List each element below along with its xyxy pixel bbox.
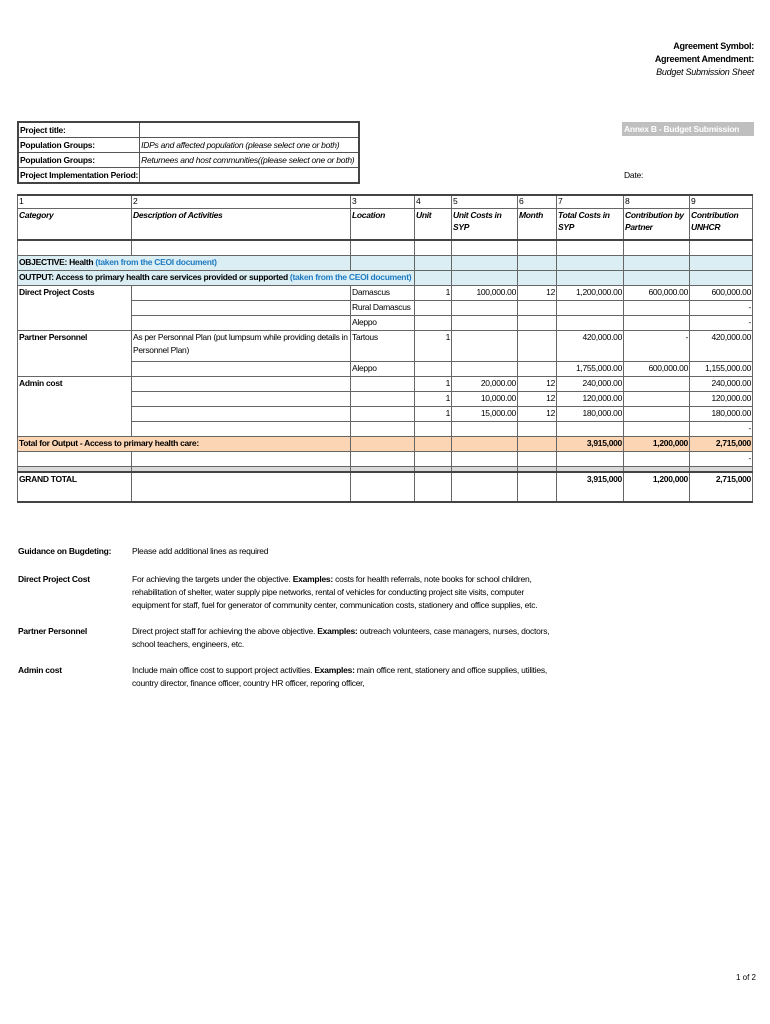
unit-cell[interactable]: 1: [415, 286, 452, 301]
project-title-label: Project title:: [18, 122, 140, 138]
location-cell[interactable]: Aleppo: [351, 362, 415, 377]
total-cost-cell[interactable]: [557, 422, 624, 437]
unit-cost-cell[interactable]: 10,000.00: [452, 392, 518, 407]
total-cost-cell[interactable]: 240,000.00: [557, 377, 624, 392]
header-description: Description of Activities: [132, 209, 351, 241]
total-cost-cell[interactable]: 120,000.00: [557, 392, 624, 407]
unhcr-contribution-cell: -: [690, 452, 753, 467]
column-number: 6: [518, 195, 557, 209]
project-info-row: [18, 168, 359, 184]
column-number: 7: [557, 195, 624, 209]
grand-total-row: [18, 472, 753, 502]
header-unit-costs: Unit Costs in SYP: [452, 209, 518, 241]
category-admin-cost: Admin cost: [18, 377, 132, 437]
objective-note: (taken from the CEOI document): [95, 257, 217, 267]
column-number: 2: [132, 195, 351, 209]
unit-cell[interactable]: 1: [415, 392, 452, 407]
column-number: 4: [415, 195, 452, 209]
guidance-text-pre: For achieving the targets under the objective.: [132, 574, 293, 584]
objective-text: OBJECTIVE: Health: [19, 257, 96, 267]
month-cell[interactable]: [518, 316, 557, 331]
unit-cell[interactable]: 1: [415, 331, 452, 362]
partner-contribution-cell[interactable]: [624, 422, 690, 437]
location-cell[interactable]: Aleppo: [351, 316, 415, 331]
unhcr-contribution-cell[interactable]: 1,155,000.00: [690, 362, 753, 377]
unhcr-contribution-cell[interactable]: 600,000.00: [690, 286, 753, 301]
output-total-row: [18, 437, 753, 452]
project-info-row: [18, 153, 359, 168]
month-cell[interactable]: 12: [518, 392, 557, 407]
month-cell[interactable]: 12: [518, 286, 557, 301]
total-cost-cell[interactable]: [557, 301, 624, 316]
output-text: OUTPUT: Access to primary health care services provided or supported: [19, 272, 290, 282]
partner-contribution-cell[interactable]: -: [624, 331, 690, 362]
population-groups-field[interactable]: Returnees and host communities((please select one or both): [140, 153, 360, 168]
total-cost-cell[interactable]: 1,200,000.00: [557, 286, 624, 301]
unit-cell[interactable]: [415, 422, 452, 437]
column-number: 3: [351, 195, 415, 209]
guidance-label: Admin cost: [18, 665, 62, 675]
partner-contribution-cell[interactable]: [624, 377, 690, 392]
header-contribution-partner: Contribution by Partner: [624, 209, 690, 241]
header-category: Category: [18, 209, 132, 241]
location-cell[interactable]: Tartous: [351, 331, 415, 362]
unit-cost-cell[interactable]: [452, 316, 518, 331]
column-number: 9: [690, 195, 753, 209]
unit-cell[interactable]: [415, 301, 452, 316]
month-cell[interactable]: 12: [518, 407, 557, 422]
output-total-cost: 3,915,000: [557, 437, 624, 452]
guidance-text-post: outreach volunteers, case managers, nurses, doctors, school teachers, engineers, etc.: [132, 626, 550, 649]
unit-cell[interactable]: [415, 362, 452, 377]
unit-cell[interactable]: [415, 316, 452, 331]
guidance-label: Partner Personnel: [18, 626, 87, 636]
project-info-row: [18, 138, 359, 153]
document-header: [655, 40, 754, 79]
population-groups-label: Population Groups:: [18, 138, 140, 153]
location-cell[interactable]: Damascus: [351, 286, 415, 301]
objective-cell: [18, 256, 351, 271]
partner-contribution-cell[interactable]: [624, 392, 690, 407]
month-cell[interactable]: [518, 422, 557, 437]
description-cell[interactable]: [132, 422, 351, 437]
partner-contribution-cell[interactable]: [624, 301, 690, 316]
partner-contribution-cell[interactable]: [624, 407, 690, 422]
output-row: [18, 271, 753, 286]
description-cell[interactable]: [132, 316, 351, 331]
location-cell[interactable]: [351, 407, 415, 422]
spacer-row: [18, 240, 753, 256]
guidance-text-pre: Include main office cost to support project activities.: [132, 665, 315, 675]
output-total-unhcr: 2,715,000: [690, 437, 753, 452]
column-number-row: [18, 195, 753, 209]
partner-contribution-cell[interactable]: 600,000.00: [624, 286, 690, 301]
column-number: 1: [18, 195, 132, 209]
month-cell[interactable]: [518, 301, 557, 316]
header-location: Location: [351, 209, 415, 241]
guidance-text-post: costs for health referrals, note books for school children, rehabilitation of shelter, water supply pipe networks, rental of vehicles for conducting project site visits, computer equipment for staff, fuel for generator of community center, communication costs, stationery and office supplies, etc.: [132, 574, 538, 610]
description-cell[interactable]: As per Personnal Plan (put lumpsum while providing details in Personnel Plan): [132, 331, 351, 362]
grand-total-label: GRAND TOTAL: [18, 472, 132, 502]
unit-cost-cell[interactable]: 20,000.00: [452, 377, 518, 392]
column-number: 8: [624, 195, 690, 209]
guidance-text-post: main office rent, stationery and office supplies, utilities, country director, finance officer, country HR officer, reporing officer,: [132, 665, 547, 688]
agreement-amendment-label: Agreement Amendment:: [654, 54, 754, 64]
grand-total-cost: 3,915,000: [557, 472, 624, 502]
description-cell[interactable]: [132, 392, 351, 407]
implementation-period-label: Project Implementation Period:: [18, 168, 140, 184]
location-cell[interactable]: [351, 422, 415, 437]
unit-cell[interactable]: 1: [415, 377, 452, 392]
category-partner-personnel: Partner Personnel: [18, 331, 132, 377]
budget-table: [17, 194, 753, 503]
month-cell[interactable]: [518, 362, 557, 377]
sheet-name: Budget Submission Sheet: [656, 67, 754, 77]
annex-label: Annex B - Budget Submission: [622, 122, 754, 136]
column-header-row: [18, 209, 753, 241]
header-month: Month: [518, 209, 557, 241]
total-cost-cell[interactable]: 420,000.00: [557, 331, 624, 362]
total-cost-cell[interactable]: 1,755,000.00: [557, 362, 624, 377]
description-cell[interactable]: [132, 301, 351, 316]
unit-cell[interactable]: 1: [415, 407, 452, 422]
output-total-partner: 1,200,000: [624, 437, 690, 452]
unhcr-contribution-cell[interactable]: 240,000.00: [690, 377, 753, 392]
unhcr-contribution-cell[interactable]: -: [690, 301, 753, 316]
grand-total-unhcr: 2,715,000: [690, 472, 753, 502]
guidance-examples-label: Examples:: [314, 665, 355, 675]
project-title-field[interactable]: [140, 122, 360, 138]
guidance-text: [132, 573, 552, 612]
partner-contribution-cell[interactable]: [624, 316, 690, 331]
unit-cost-cell[interactable]: [452, 301, 518, 316]
unit-cost-cell[interactable]: [452, 362, 518, 377]
location-cell[interactable]: Rural Damascus: [351, 301, 415, 316]
grand-total-partner: 1,200,000: [624, 472, 690, 502]
project-info-row: [18, 122, 359, 138]
table-row: [18, 377, 753, 392]
agreement-symbol-label: Agreement Symbol:: [673, 41, 754, 51]
table-row: [18, 286, 753, 301]
guidance-label: Direct Project Cost: [18, 574, 90, 584]
header-contribution-unhcr: Contribution UNHCR: [690, 209, 753, 241]
description-cell[interactable]: [132, 407, 351, 422]
partner-contribution-cell[interactable]: 600,000.00: [624, 362, 690, 377]
total-cost-cell[interactable]: [557, 316, 624, 331]
unhcr-contribution-cell[interactable]: -: [690, 422, 753, 437]
population-groups-field[interactable]: IDPs and affected population (please select one or both): [140, 138, 360, 153]
population-groups-label: Population Groups:: [18, 153, 140, 168]
total-cost-cell[interactable]: 180,000.00: [557, 407, 624, 422]
category-direct-project-costs: Direct Project Costs: [18, 286, 132, 331]
guidance-text: [132, 625, 552, 651]
output-cell: [18, 271, 415, 286]
project-info-table: [17, 121, 360, 184]
date-label: Date:: [624, 170, 644, 180]
table-row: [18, 452, 753, 467]
guidance-title-text: Please add additional lines as required: [132, 546, 269, 556]
page-number: 1 of 2: [735, 973, 756, 982]
unhcr-contribution-cell[interactable]: 420,000.00: [690, 331, 753, 362]
implementation-period-field[interactable]: [140, 168, 360, 184]
unit-cost-cell[interactable]: 15,000.00: [452, 407, 518, 422]
output-total-label: Total for Output - Access to primary health care:: [18, 437, 351, 452]
description-cell[interactable]: [132, 362, 351, 377]
unit-cost-cell[interactable]: [452, 331, 518, 362]
column-number: 5: [452, 195, 518, 209]
header-unit: Unit: [415, 209, 452, 241]
guidance-title-label: Guidance on Bugdeting:: [18, 546, 112, 556]
unhcr-contribution-cell[interactable]: 120,000.00: [690, 392, 753, 407]
objective-row: [18, 256, 753, 271]
description-cell[interactable]: [132, 377, 351, 392]
output-note: (taken from the CEOI document): [289, 272, 412, 282]
month-cell[interactable]: 12: [518, 377, 557, 392]
description-cell[interactable]: [132, 286, 351, 301]
unit-cost-cell[interactable]: 100,000.00: [452, 286, 518, 301]
unhcr-contribution-cell[interactable]: 180,000.00: [690, 407, 753, 422]
guidance-examples-label: Examples:: [292, 574, 333, 584]
unit-cost-cell[interactable]: [452, 422, 518, 437]
month-cell[interactable]: [518, 331, 557, 362]
unhcr-contribution-cell[interactable]: -: [690, 316, 753, 331]
guidance-text: [132, 664, 552, 690]
location-cell[interactable]: [351, 377, 415, 392]
guidance-text-pre: Direct project staff for achieving the above objective.: [132, 626, 318, 636]
guidance-examples-label: Examples:: [317, 626, 358, 636]
location-cell[interactable]: [351, 392, 415, 407]
header-total-costs: Total Costs in SYP: [557, 209, 624, 241]
table-row: [18, 331, 753, 362]
